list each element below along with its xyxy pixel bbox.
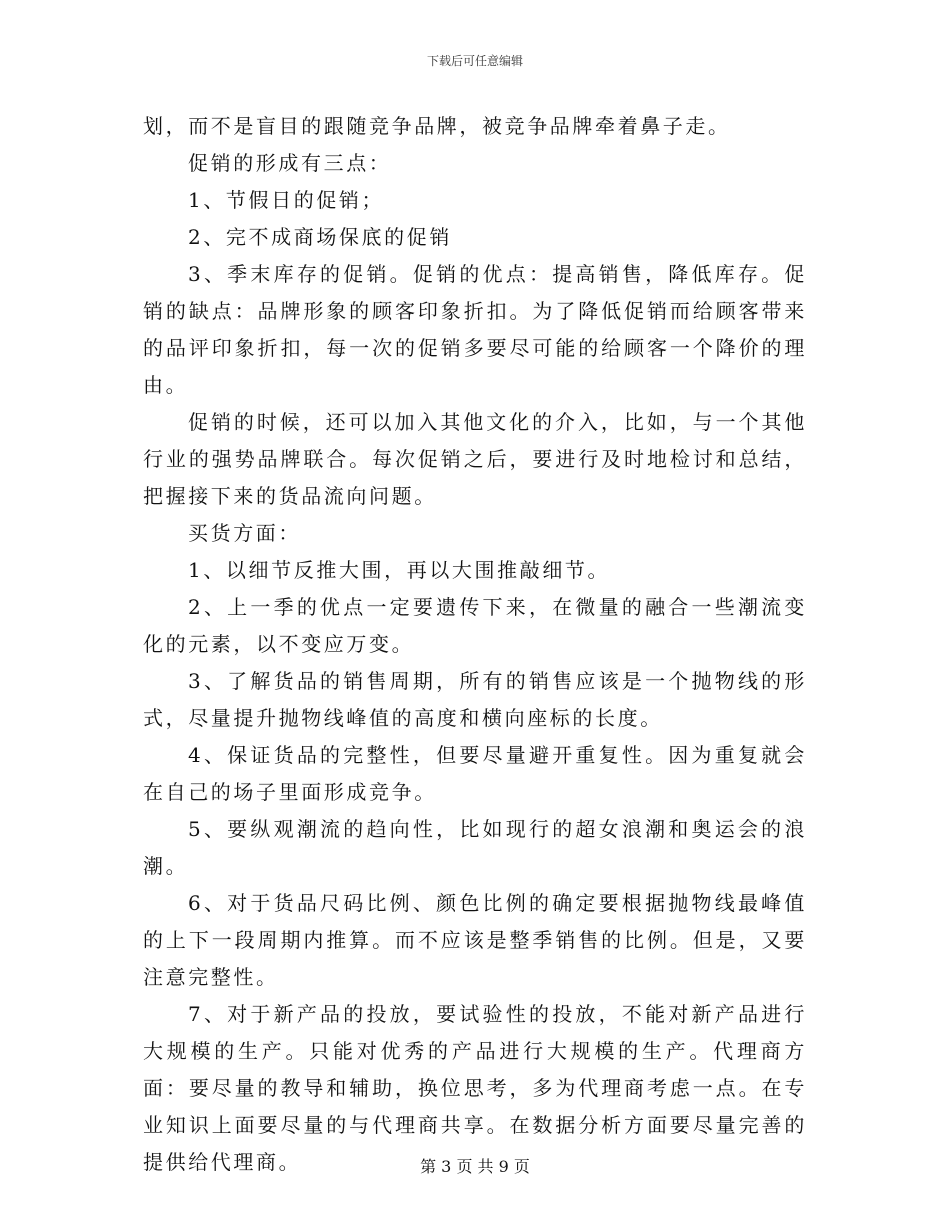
paragraph: 4、保证货品的完整性，但要尽量避开重复性。因为重复就会在自己的场子里面形成竞争。: [143, 743, 807, 804]
paragraph: 2、完不成商场保底的促销: [188, 225, 452, 249]
paragraph: 划，而不是盲目的跟随竞争品牌，被竞争品牌牵着鼻子走。: [143, 114, 731, 138]
paragraph: 1、以细节反推大围，再以大围推敲细节。: [188, 558, 611, 582]
paragraph: 6、对于货品尺码比例、颜色比例的确定要根据抛物线最峰值的上下一段周期内推算。而不应该是整季销售的比例。但是，又要注意完整性。: [143, 891, 807, 989]
paragraph: 3、季末库存的促销。促销的优点：提高销售，降低库存。促销的缺点：品牌形象的顾客印象折扣。为了降低促销而给顾客带来的品评印象折扣，每一次的促销多要尽可能的给顾客一个降价的理由。: [143, 262, 807, 397]
page-footer: [0, 1154, 950, 1177]
paragraph: 促销的时候，还可以加入其他文化的介入，比如，与一个其他行业的强势品牌联合。每次促销之后，要进行及时地检讨和总结，把握接下来的货品流向问题。: [143, 410, 807, 508]
paragraph: 5、要纵观潮流的趋向性，比如现行的超女浪潮和奥运会的浪潮。: [143, 817, 807, 878]
paragraph: 7、对于新产品的投放，要试验性的投放，不能对新产品进行大规模的生产。只能对优秀的产品进行大规模的生产。代理商方面：要尽量的教导和辅助，换位思考，多为代理商考虑一点。在专业知识上面要尽量的与代理商共享。在数据分析方面要尽量完善的提供给代理商。: [143, 1002, 807, 1174]
paragraph: 2、上一季的优点一定要遗传下来，在微量的融合一些潮流变化的元素，以不变应万变。: [143, 595, 807, 656]
paragraph: 3、了解货品的销售周期，所有的销售应该是一个抛物线的形式，尽量提升抛物线峰值的高度和横向座标的长度。: [143, 669, 807, 730]
page-header: 下载后可任意编辑: [426, 54, 523, 68]
document-body: [143, 108, 807, 1181]
paragraph: 促销的形成有三点：: [188, 151, 392, 175]
paragraph: 买货方面：: [188, 521, 301, 545]
paragraph: 1、节假日的促销；: [188, 188, 385, 212]
page-number: 第 3 页 共 9 页: [420, 1157, 530, 1176]
